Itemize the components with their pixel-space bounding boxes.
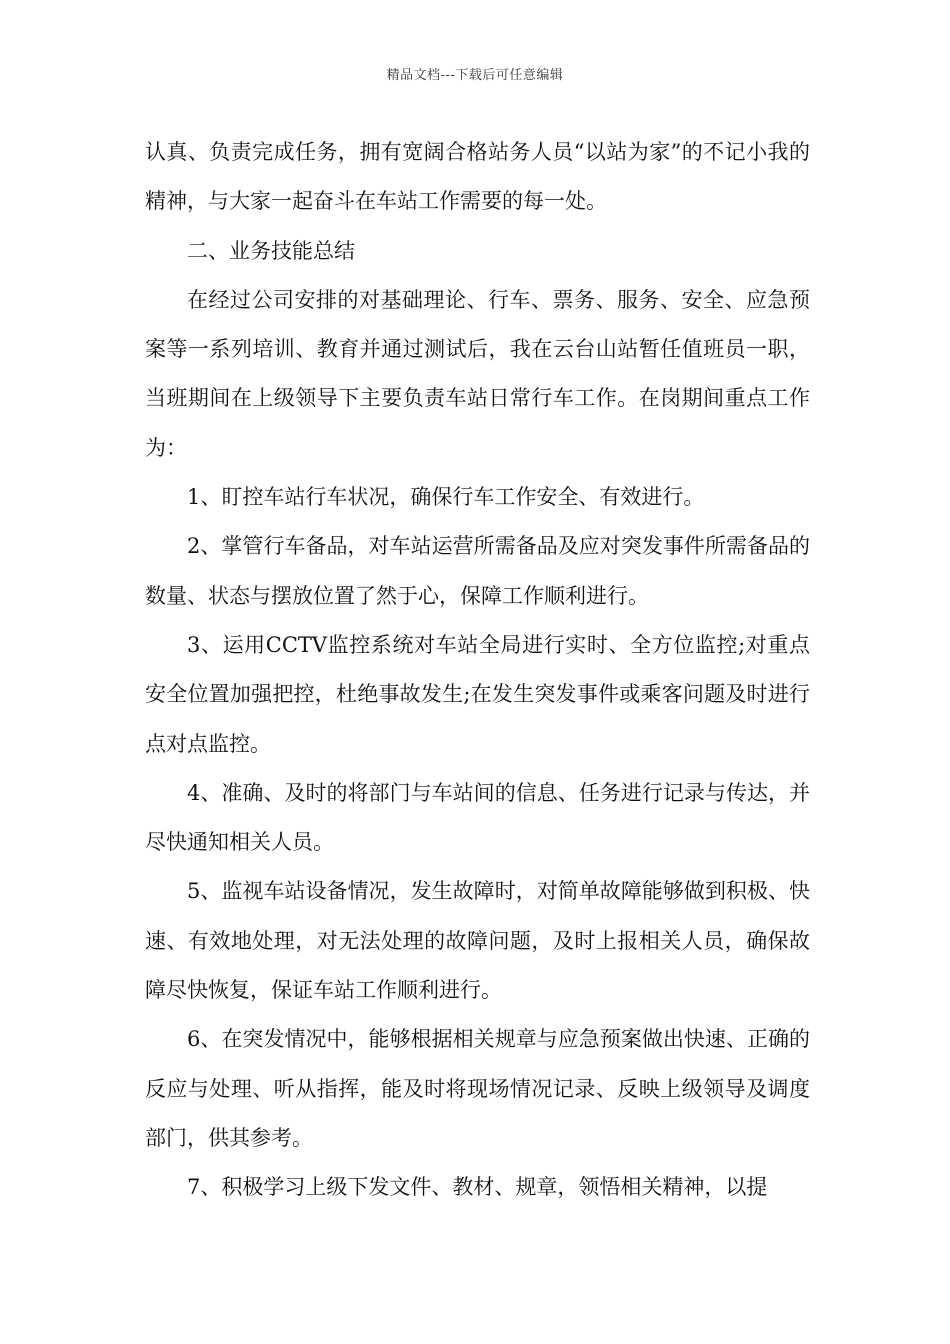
list-item-4: 4、准确、及时的将部门与车站间的信息、任务进行记录与传达，并尽快通知相关人员。	[145, 780, 810, 855]
page-header: 精品文档---下载后可任意编辑	[386, 68, 564, 83]
list-item-1: 1、盯控车站行车状况，确保行车工作安全、有效进行。	[187, 485, 705, 510]
list-item-2: 2、掌管行车备品，对车站运营所需备品及应对突发事件所需备品的数量、状态与摆放位置了然于心，保障工作顺利进行。	[145, 534, 810, 608]
list-item-6: 6、在突发情况中，能够根据相关规章与应急预案做出快速、正确的反应与处理、听从指挥，能及时将现场情况记录、反映上级领导及调度部门，供其参考。	[145, 1027, 810, 1150]
paragraph-intro: 在经过公司安排的对基础理论、行车、票务、服务、安全、应急预案等一系列培训、教育并通过测试后，我在云台山站暂任值班员一职，当班期间在上级领导下主要负责车站日常行车工作。在岗期间重点工作为：	[145, 287, 810, 460]
list-item-5: 5、监视车站设备情况，发生故障时，对简单故障能够做到积极、快速、有效地处理，对无法处理的故障问题，及时上报相关人员，确保故障尽快恢复，保证车站工作顺利进行。	[145, 879, 810, 1003]
list-item-7: 7、积极学习上级下发文件、教材、规章，领悟相关精神，以提	[187, 1175, 768, 1200]
document-body	[145, 128, 810, 1213]
list-item-3: 3、运用CCTV监控系统对车站全局进行实时、全方位监控;对重点安全位置加强把控，杜绝事故发生;在发生突发事件或乘客问题及时进行点对点监控。	[145, 632, 810, 756]
paragraph-continuation: 认真、负责完成任务，拥有宽阔合格站务人员“以站为家”的不记小我的精神，与大家一起奋斗在车站工作需要的每一处。	[145, 140, 810, 214]
section-heading: 二、业务技能总结	[187, 238, 355, 263]
